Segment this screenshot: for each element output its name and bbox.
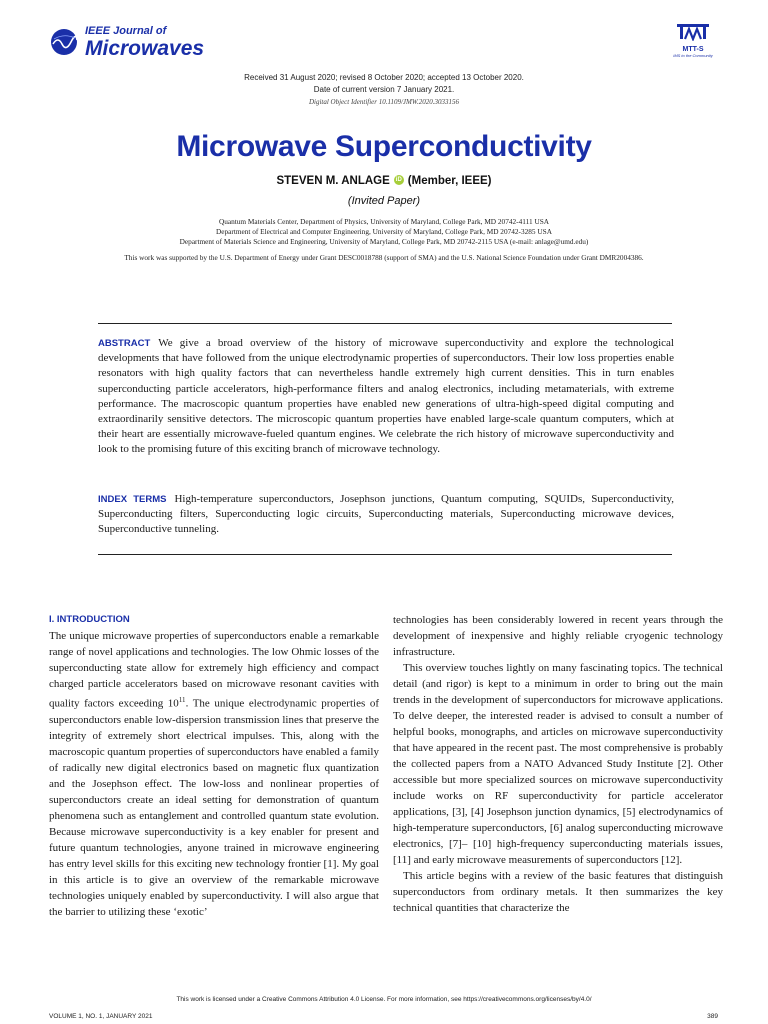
license-note: This work is licensed under a Creative Commons Attribution 4.0 License. For more information, see https://creativecommons.org/licenses/by/4.0/	[176, 996, 592, 1003]
globe-icon	[49, 27, 79, 57]
page-number: 389	[707, 1013, 718, 1020]
abstract-text: We give a broad overview of the history of microwave superconductivity and explore the technological developments that have followed from the unique electrodynamic properties of superconductors. Their low loss properties enable resonators with high quality factors that can nevertheless handle extremely high current densities. This in turn enables superconducting particle accelerators, high-performance filters and analog electronics, including metamaterials, with extreme performance. The macroscopic quantum properties have enabled new generations of ultra-high-speed digital computing and extraordinarily sensitive detectors. The microscopic quantum properties have enabled large-scale quantum computers, which at their heart are essentially microwave-fueled quantum engines. We celebrate the rich history of microwave superconductivity and look to the promising future of this exciting branch of microwave technology.	[98, 337, 674, 456]
author-name: STEVEN M. ANLAGE	[276, 175, 390, 188]
current-version-date: Date of current version 7 January 2021.	[313, 85, 455, 94]
abstract-label: ABSTRACT	[98, 338, 151, 349]
body-paragraph	[49, 628, 379, 920]
mtts-emblem-icon	[675, 21, 711, 41]
body-column-right	[393, 612, 723, 916]
author-membership: (Member, IEEE)	[407, 175, 492, 188]
divider-top	[98, 323, 672, 324]
society-logo	[668, 21, 718, 58]
paper-type: (Invited Paper)	[347, 195, 421, 207]
article-title: Microwave Superconductivity	[176, 130, 592, 163]
affiliation: Department of Electrical and Computer Engineering, University of Maryland, College Park, MD 20742-3285 USA	[216, 227, 552, 236]
society-tagline: IMS to the Community	[673, 53, 713, 58]
orcid-icon[interactable]: iD	[395, 177, 402, 183]
journal-logo	[49, 24, 204, 60]
author-line	[0, 175, 768, 187]
paragraph-text: The unique microwave properties of superconductors enable a remarkable range of novel applications and technologies. The low Ohmic losses of the superconducting state allow for extremely high efficiency and compact charged particle accelerators based on microwave resonant cavities with quality factors exceeding 10	[49, 630, 379, 710]
section-heading: I. INTRODUCTION	[49, 614, 130, 625]
body-column-left	[49, 612, 379, 920]
society-logo-text: MTT-S	[682, 46, 704, 53]
body-paragraph: technologies has been considerably lowered in recent years through the development of inexpensive and highly reliable cryogenic technology infrastructure.	[393, 614, 723, 658]
affiliation: Quantum Materials Center, Department of Physics, University of Maryland, College Park, MD 20742-4111 USA	[218, 217, 550, 226]
body-paragraph: This overview touches lightly on many fascinating topics. The technical detail (and rigor) is kept to a minimum in order to bring out the main trends in the development of superconductors for microwave applications. To delve deeper, the interested reader is advised to consult a number of helpful books, monographs, and articles on microwave superconductivity that have appeared in the recent past. The most comprehensive is probably the collected papers from a NATO Advanced Study Institute [2]. Other accessible but more specialized sources on microwave superconductivity include works on RF superconductivity for particle accelerator applications, [3], [4] Josephson junction dynamics, [5] electrodynamics of high-temperature superconductors, [6] analog superconducting microwave electronics, [7]– [10] high-frequency superconducting materials issues, [11] and early microwave measurements of superconductors [12].	[393, 662, 723, 866]
volume-info: VOLUME 1, NO. 1, JANUARY 2021	[49, 1013, 153, 1020]
received-dates: Received 31 August 2020; revised 8 October 2020; accepted 13 October 2020.	[244, 73, 524, 82]
index-terms	[98, 492, 674, 538]
body-paragraph: This article begins with a review of the basic features that distinguish superconductors from ordinary metals. It then summarizes the key technical quantities that characterize the	[393, 870, 723, 914]
journal-name-big: Microwaves	[85, 36, 205, 60]
index-terms-label: INDEX TERMS	[98, 494, 167, 505]
affiliation: Department of Materials Science and Engineering, University of Maryland, College Park, MD 20742-2115 USA (e-mail: anlage@umd.edu)	[179, 237, 589, 246]
affiliations	[0, 217, 768, 247]
publication-dates	[0, 72, 768, 96]
divider-bottom	[98, 554, 672, 555]
funding-note: This work was supported by the U.S. Department of Energy under Grant DESC0018788 (support of SMA) and the U.S. National Science Foundation under Grant DMR2004386.	[124, 253, 644, 262]
journal-name-small: IEEE Journal of	[85, 24, 167, 37]
doi: Digital Object Identifier 10.1109/JMW.2020.3033156	[308, 98, 460, 106]
index-terms-text: High-temperature superconductors, Josephson junctions, Quantum computing, SQUIDs, Superconductivity, Superconducting filters, Superconducting logic circuits, Superconducting materials, Superconducting microwave devices, Superconductive tunneling.	[98, 493, 674, 536]
abstract	[98, 336, 674, 458]
paragraph-text: . The unique electrodynamic properties of superconductors enable low-dispersion transmission lines that preserve the integrity of extremely short electrical impulses. This, along with the macroscopic quantum properties of superconductors have enabled a family of radically new digital electronics based on magnetic flux quantization and the Josephson effect. The low-loss and nonlinear properties of superconductors create an ideal setting for demonstration of quantum phenomena such as entanglement and controlled quantum state evolution. Because microwave superconductivity is a key enabler for present and future quantum technologies, anyone trained in microwave engineering has entry level skills for this exciting new technology frontier [1]. My goal in this article is to give an overview of the remarkable microwave technologies uniquely enabled by superconductivity. I will also argue that the barrier to utilizing these ‘exotic’	[49, 697, 379, 918]
superscript: 11	[178, 696, 186, 704]
